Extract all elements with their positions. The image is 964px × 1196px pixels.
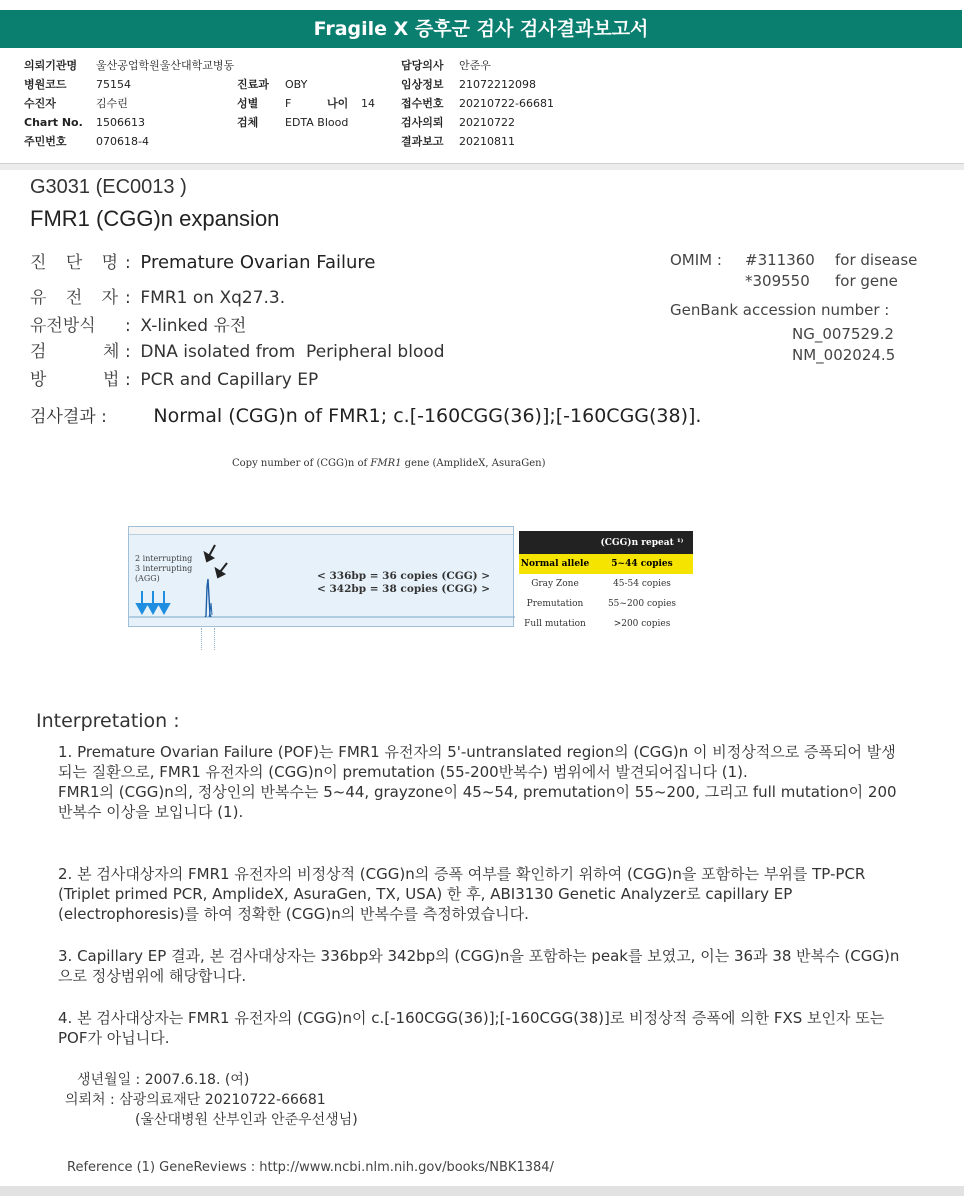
field-colon: : <box>125 253 131 273</box>
table-cell: 55~200 copies <box>607 599 677 609</box>
interpretation-title: Interpretation : <box>36 710 180 732</box>
birth-date: 생년월일 : 2007.6.18. (여) <box>77 1072 250 1088</box>
interrupt-label: (AGG) <box>135 574 160 583</box>
test-code: G3031 (EC0013 ) <box>30 176 187 198</box>
repeat-range-table <box>519 531 693 634</box>
genbank-accession-nm: NM_002024.5 <box>792 346 896 364</box>
table-row <box>519 554 693 574</box>
figure-caption <box>232 458 546 469</box>
report-title: Fragile X 증후군 검사 검사결과보고서 <box>0 10 962 48</box>
caption-prefix: Copy number of (CGG)n of <box>232 458 371 469</box>
table-row <box>519 614 693 634</box>
table-row <box>519 574 693 594</box>
inheritance-label: 유전방식 <box>30 316 96 336</box>
info-key: 병원코드 <box>24 78 67 91</box>
table-row <box>519 594 693 614</box>
interrupt-label: 2 interrupting <box>135 554 193 563</box>
info-value: 20210811 <box>459 135 515 148</box>
info-value: 울산공업학원울산대학교병동 <box>96 59 235 72</box>
info-key: 임상정보 <box>401 78 444 91</box>
info-key: 의뢰기관명 <box>24 59 78 72</box>
table-header-cell: (CGG)n repeat ¹⁾ <box>591 531 693 554</box>
caption-gene: FMR1 <box>370 458 402 469</box>
info-key: 검사의뢰 <box>401 116 444 129</box>
diagnosis-field <box>30 248 376 273</box>
interrupt-label: 3 interrupting <box>135 564 193 573</box>
genbank-accession-ng: NG_007529.2 <box>792 325 894 343</box>
info-value: 20210722-66681 <box>459 97 554 110</box>
peak-tick-marks <box>201 628 215 650</box>
interpretation-text: FMR1의 (CGG)n의, 정상인의 반복수는 5~44, grayzone이 45~54, premutation이 55~200, 그리고 full mutation이 200반복수 이상을 보입니다 (1). <box>58 783 897 821</box>
result-label: 검사결과 : <box>30 407 107 427</box>
info-column-clinical <box>237 75 421 132</box>
reference-citation: Reference (1) GeneReviews : http://www.ncbi.nlm.nih.gov/books/NBK1384/ <box>67 1160 554 1175</box>
info-column-patient <box>24 56 235 151</box>
table-cell: 45-54 copies <box>613 579 671 589</box>
info-key: 주민번호 <box>24 135 67 148</box>
info-key: 수진자 <box>24 97 56 110</box>
info-value: 안준우 <box>459 59 491 72</box>
field-colon: : <box>125 370 131 390</box>
interrupting-labels <box>135 554 192 584</box>
inheritance-field <box>30 311 246 336</box>
info-value: 070618-4 <box>96 135 149 148</box>
omim-disease-number: #311360 <box>745 251 815 269</box>
table-cell: Premutation <box>526 599 584 609</box>
info-value: 20210722 <box>459 116 515 129</box>
info-key: 담당의사 <box>401 59 444 72</box>
info-value: F <box>285 97 292 110</box>
table-header-row <box>519 531 693 554</box>
specimen-field <box>30 337 445 362</box>
omim-gene-text: for gene <box>835 272 898 290</box>
diagnosis-value: Premature Ovarian Failure <box>140 252 376 273</box>
table-cell: >200 copies <box>613 619 671 629</box>
field-colon: : <box>125 316 131 336</box>
info-value: 21072212098 <box>459 78 536 91</box>
peak-label: < 336bp = 36 copies (CGG) > <box>317 570 491 582</box>
referrer-detail: (울산대병원 산부인과 안준우선생님) <box>135 1112 358 1128</box>
table-cell: Gray Zone <box>531 579 579 589</box>
field-colon: : <box>125 342 131 362</box>
info-column-report <box>401 56 554 151</box>
interrupting-arrows-icon <box>137 591 169 613</box>
peak-labels <box>317 570 490 596</box>
method-field <box>30 365 318 390</box>
interpretation-paragraph-1 <box>58 742 908 822</box>
method-value: PCR and Capillary EP <box>140 370 319 390</box>
page-bottom-bar <box>0 1186 964 1196</box>
info-key: 성별 <box>237 97 259 110</box>
gene-label: 유 전 자 <box>30 288 126 308</box>
info-key: 검체 <box>237 116 259 129</box>
info-key: 결과보고 <box>401 135 444 148</box>
diagnosis-label: 진 단 명 <box>30 253 126 273</box>
caption-suffix: gene (AmplideX, AsuraGen) <box>401 458 546 469</box>
method-label: 방 법 <box>30 370 127 390</box>
info-key: 접수번호 <box>401 97 444 110</box>
table-cell: 5~44 copies <box>591 554 693 574</box>
inheritance-value: X-linked 유전 <box>140 316 247 336</box>
peak-pointer-arrows-icon <box>205 545 227 577</box>
interpretation-paragraph-3: 3. Capillary EP 결과, 본 검사대상자는 336bp와 342bp의 (CGG)n을 포함하는 peak를 보였고, 이는 36과 38 반복수 (CGG)n으로 정상범위에 해당합니다. <box>58 947 900 985</box>
section-divider <box>0 163 964 170</box>
gene-field <box>30 283 285 308</box>
specimen-value: DNA isolated from Peripheral blood <box>140 342 445 362</box>
field-colon: : <box>125 288 131 308</box>
omim-label: OMIM : <box>670 251 722 269</box>
gene-value: FMR1 on Xq27.3. <box>140 288 286 308</box>
patient-referral-info <box>65 1070 358 1130</box>
test-result <box>30 402 701 427</box>
info-value: 김수린 <box>96 97 128 110</box>
test-name: FMR1 (CGG)n expansion <box>30 206 280 231</box>
result-value: Normal (CGG)n of FMR1; c.[-160CGG(36)];[-160CGG(38)]. <box>153 405 702 427</box>
info-value: 1506613 <box>96 116 145 129</box>
info-key: 진료과 <box>237 78 269 91</box>
referrer: 의뢰처 : 삼광의료재단 20210722-66681 <box>65 1092 326 1108</box>
genbank-block <box>670 300 895 366</box>
omim-block <box>670 250 917 292</box>
omim-disease-text: for disease <box>835 251 918 269</box>
info-key: 나이 <box>327 97 349 110</box>
peak-label: < 342bp = 38 copies (CGG) > <box>317 583 491 595</box>
genbank-label: GenBank accession number : <box>670 301 890 319</box>
table-header-cell <box>519 531 591 554</box>
omim-gene-number: *309550 <box>745 272 810 290</box>
specimen-label: 검 체 <box>30 342 127 362</box>
info-value: OBY <box>285 78 308 91</box>
interpretation-paragraph-4: 4. 본 검사대상자는 FMR1 유전자의 (CGG)n이 c.[-160CGG(36)];[-160CGG(38)]로 비정상적 증폭에 의한 FXS 보인자 또는 POF가 아닙니다. <box>58 1009 885 1047</box>
table-cell: Full mutation <box>524 619 586 629</box>
interpretation-paragraph-2: 2. 본 검사대상자의 FMR1 유전자의 비정상적 (CGG)n의 증폭 여부를 확인하기 위하여 (CGG)n을 포함하는 부위를 TP-PCR (Triplet primed PCR, AmplideX, AsuraGen, TX, USA) 한 후, ABI3130 Genetic Analyzer로 capillary EP (electrophoresis)를 하여 정확한 (CGG)n의 반복수를 측정하였습니다. <box>58 865 866 923</box>
electropherogram <box>128 526 514 627</box>
interpretation-text: 1. Premature Ovarian Failure (POF)는 FMR1 유전자의 5'-untranslated region의 (CGG)n 이 비정상적으로 증폭되어 발생되는 질환으로, FMR1 유전자의 (CGG)n이 premutation (55-200반복수) 범위에서 발견되어집니다 (1). <box>58 743 896 781</box>
info-value: 75154 <box>96 78 131 91</box>
info-key: Chart No. <box>24 116 83 129</box>
info-value: 14 <box>361 97 375 110</box>
table-cell: Normal allele <box>519 554 591 574</box>
info-value: EDTA Blood <box>285 116 349 129</box>
